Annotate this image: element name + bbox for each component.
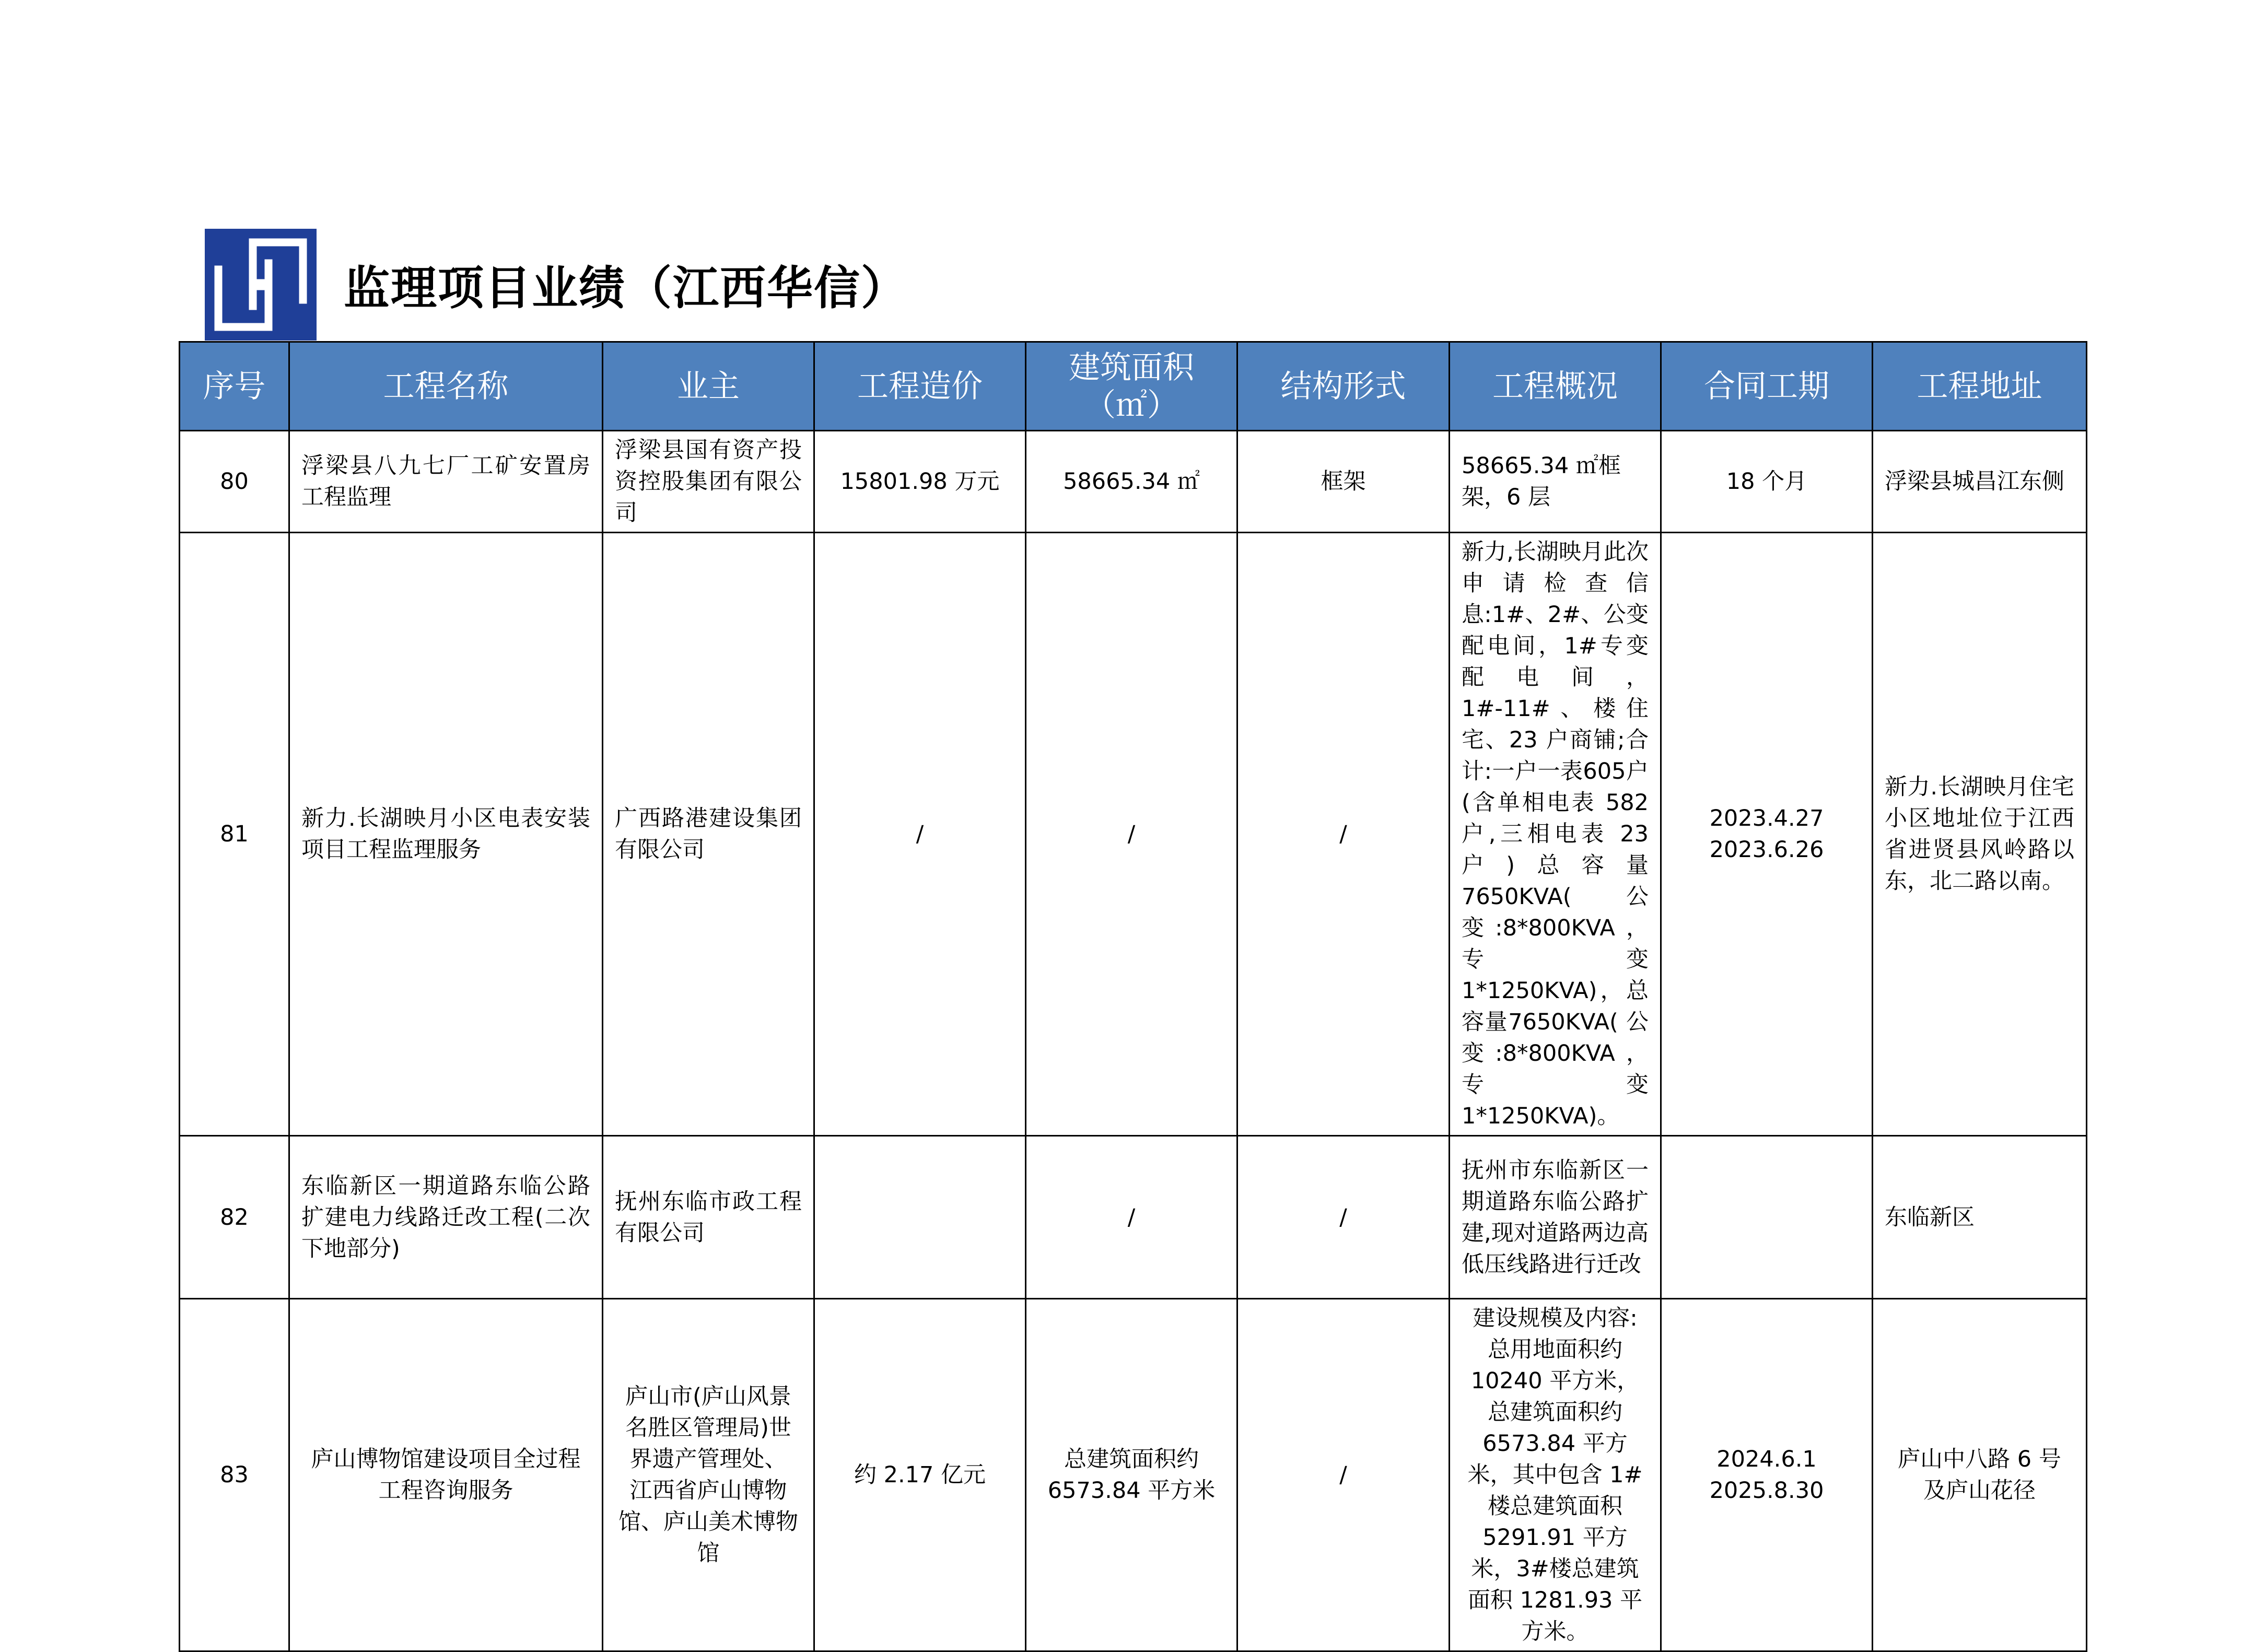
column-header-overview: 工程概况 (1450, 342, 1661, 431)
cell-period: 2023.4.27 2023.6.26 (1661, 533, 1873, 1136)
cell-name: 东临新区一期道路东临公路扩建电力线路迁改工程(二次下地部分) (289, 1136, 603, 1299)
document-title: 监理项目业绩（江西华信） (344, 261, 908, 315)
table-row (180, 431, 2087, 533)
cell-area: 58665.34 ㎡ (1026, 431, 1237, 533)
cell-name: 庐山博物馆建设项目全过程工程咨询服务 (289, 1299, 603, 1651)
cell-no: 80 (180, 431, 289, 533)
table-row (180, 1299, 2087, 1651)
cell-name: 新力.长湖映月小区电表安装项目工程监理服务 (289, 533, 603, 1136)
cell-cost: 15801.98 万元 (814, 431, 1026, 533)
table-header-row (180, 342, 2087, 431)
cell-overview: 建设规模及内容:总用地面积约 10240 平方米，总建筑面积约 6573.84 平方米，其中包含 1#楼总建筑面积 5291.91 平方米，3#楼总建筑面积 1281.93 平方米。 (1450, 1299, 1661, 1651)
cell-structure: / (1237, 1136, 1450, 1299)
column-header-name: 工程名称 (289, 342, 603, 431)
column-header-cost: 工程造价 (814, 342, 1026, 431)
column-header-structure: 结构形式 (1237, 342, 1450, 431)
cell-address: 庐山中八路 6 号 及庐山花径 (1873, 1299, 2087, 1651)
cell-no: 81 (180, 533, 289, 1136)
cell-period: 2024.6.1 2025.8.30 (1661, 1299, 1873, 1651)
cell-owner: 浮梁县国有资产投资控股集团有限公司 (603, 431, 814, 533)
column-header-address: 工程地址 (1873, 342, 2087, 431)
cell-owner: 抚州东临市政工程有限公司 (603, 1136, 814, 1299)
cell-area: / (1026, 1136, 1237, 1299)
company-logo-icon (205, 229, 317, 341)
cell-overview: 新力,长湖映月此次申请检查信息:1#、2#、公变配电间，1#专变配电间，1#-11#、楼住宅、23 户商铺;合计:一户一表605户(含单相电表 582 户,三相电表 23 户)总容量 7650KVA( 公变:8*800KVA，专变1*1250KVA)，总容量7650KVA( 公变:8*800KVA，专变1*1250KVA)。 (1450, 533, 1661, 1136)
cell-structure: / (1237, 533, 1450, 1136)
cell-no: 83 (180, 1299, 289, 1651)
column-header-no: 序号 (180, 342, 289, 431)
cell-address: 浮梁县城昌江东侧 (1873, 431, 2087, 533)
performance-table (179, 341, 2087, 1652)
document-header (205, 229, 908, 341)
cell-overview: 抚州市东临新区一期道路东临公路扩建,现对道路两边高低压线路进行迁改 (1450, 1136, 1661, 1299)
cell-area: / (1026, 533, 1237, 1136)
cell-owner: 广西路港建设集团有限公司 (603, 533, 814, 1136)
cell-address: 新力.长湖映月住宅小区地址位于江西省进贤县风岭路以东，北二路以南。 (1873, 533, 2087, 1136)
cell-overview: 58665.34 ㎡框架，6 层 (1450, 431, 1661, 533)
cell-owner: 庐山市(庐山风景名胜区管理局)世界遗产管理处、 江西省庐山博物馆、庐山美术博物馆 (603, 1299, 814, 1651)
cell-no: 82 (180, 1136, 289, 1299)
column-header-period: 合同工期 (1661, 342, 1873, 431)
cell-address: 东临新区 (1873, 1136, 2087, 1299)
cell-structure: / (1237, 1299, 1450, 1651)
cell-name: 浮梁县八九七厂工矿安置房工程监理 (289, 431, 603, 533)
cell-area: 总建筑面积约 6573.84 平方米 (1026, 1299, 1237, 1651)
cell-cost: / (814, 533, 1026, 1136)
cell-period: 18 个月 (1661, 431, 1873, 533)
column-header-owner: 业主 (603, 342, 814, 431)
cell-period (1661, 1136, 1873, 1299)
cell-cost: 约 2.17 亿元 (814, 1299, 1026, 1651)
cell-cost (814, 1136, 1026, 1299)
table-row (180, 1136, 2087, 1299)
column-header-area: 建筑面积 （㎡） (1026, 342, 1237, 431)
cell-structure: 框架 (1237, 431, 1450, 533)
table-row (180, 533, 2087, 1136)
